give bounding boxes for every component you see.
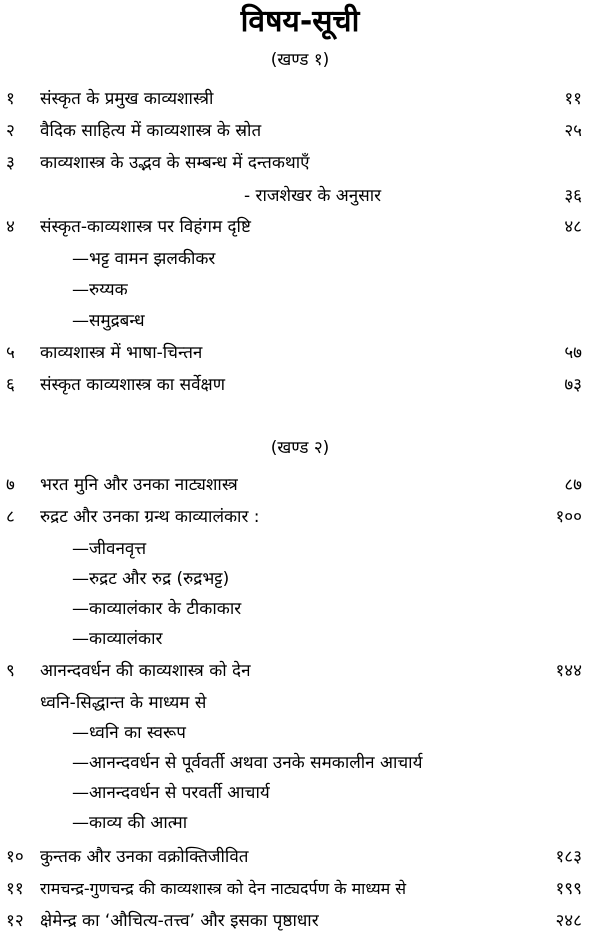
entry-number: ६	[6, 375, 15, 395]
section-heading: (खण्ड २)	[270, 438, 330, 458]
entry-page: २४८	[555, 911, 582, 931]
entry-page: १००	[555, 507, 582, 527]
entry-page: ७३	[564, 375, 582, 395]
entry-number: ७	[6, 475, 15, 495]
entry-page: १९९	[555, 879, 582, 899]
entry-number: ८	[6, 507, 15, 527]
entry-subitem: —जीवनवृत्त	[72, 539, 147, 559]
entry-page: ४८	[564, 217, 582, 237]
entry-title: भरत मुनि और उनका नाट्यशास्त्र	[40, 475, 238, 495]
entry-subtitle: - राजशेखर के अनुसार	[244, 186, 382, 206]
entry-number: १	[6, 89, 15, 109]
section-heading: (खण्ड १)	[270, 50, 330, 70]
entry-title: संस्कृत के प्रमुख काव्यशास्त्री	[40, 89, 214, 109]
entry-subtitle: ध्वनि-सिद्धान्त के माध्यम से	[40, 693, 207, 713]
entry-page: ११	[564, 89, 582, 109]
entry-title: क्षेमेन्द्र का ‘औचित्य-तत्त्व’ और इसका पृष्ठाधार	[40, 911, 319, 931]
entry-subitem: —आनन्दवर्धन से पूर्ववर्ती अथवा उनके समकालीन आचार्य	[72, 753, 423, 773]
entry-subitem: —काव्यालंकार के टीकाकार	[72, 599, 242, 619]
entry-subitem: —समुद्रबन्ध	[72, 311, 145, 331]
entry-number: ५	[6, 343, 15, 363]
entry-title: कुन्तक और उनका वक्रोक्तिजीवित	[40, 847, 249, 867]
entry-title: काव्यशास्त्र के उद्भव के सम्बन्ध में दन्तकथाएँ	[40, 153, 310, 173]
entry-subitem: —भट्ट वामन झलकीकर	[72, 249, 216, 269]
entry-number: ३	[6, 153, 15, 173]
entry-subitem: —काव्यालंकार	[72, 629, 163, 649]
entry-title: आनन्दवर्धन की काव्यशास्त्र को देन	[40, 661, 251, 681]
entry-title: काव्यशास्त्र में भाषा-चिन्तन	[40, 343, 203, 363]
entry-subitem: —ध्वनि का स्वरूप	[72, 723, 186, 743]
entry-subitem: —आनन्दवर्धन से परवर्ती आचार्य	[72, 783, 270, 803]
entry-number: ११	[6, 879, 24, 899]
entry-number: २	[6, 121, 15, 141]
entry-page: ५७	[564, 343, 582, 363]
entry-page: ३६	[564, 186, 582, 206]
entry-page: ८७	[564, 475, 582, 495]
entry-number: ४	[6, 217, 15, 237]
entry-title: रुद्रट और उनका ग्रन्थ काव्यालंकार :	[40, 507, 260, 527]
entry-number: १२	[6, 911, 24, 931]
entry-number: १०	[6, 847, 24, 867]
entry-title: संस्कृत-काव्यशास्त्र पर विहंगम दृष्टि	[40, 217, 251, 237]
entry-title: वैदिक साहित्य में काव्यशास्त्र के स्रोत	[40, 121, 262, 141]
entry-title: संस्कृत काव्यशास्त्र का सर्वेक्षण	[40, 375, 226, 395]
entry-page: १४४	[555, 661, 582, 681]
entry-subitem: —काव्य की आत्मा	[72, 813, 188, 833]
entry-title: रामचन्द्र-गुणचन्द्र की काव्यशास्त्र को देन नाट्यदर्पण के माध्यम से	[40, 879, 407, 898]
entry-page: २५	[564, 121, 582, 141]
page-title: विषय-सूची	[240, 4, 360, 39]
entry-page: १८३	[555, 847, 582, 867]
entry-number: ९	[6, 661, 15, 681]
entry-subitem: —रुय्यक	[72, 280, 128, 300]
entry-subitem: —रुद्रट और रुद्र (रुद्रभट्ट)	[72, 569, 230, 589]
